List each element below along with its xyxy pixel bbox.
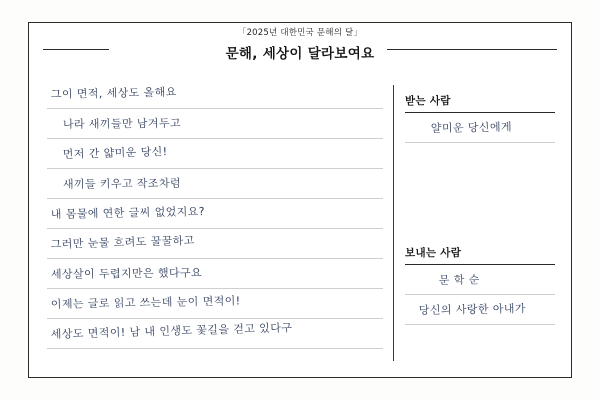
sender-field xyxy=(405,245,555,325)
sender-value: 당신의 사랑한 아내가 xyxy=(418,302,526,318)
addressing-column xyxy=(405,79,555,325)
recipient-line xyxy=(405,113,555,143)
body-line xyxy=(47,259,383,289)
body-line-text: 세상살이 두렵지만은 했다구요 xyxy=(50,266,203,282)
body-line xyxy=(47,199,383,229)
body-line xyxy=(47,319,383,349)
body-line-text: 세상도 면적이! 남 내 인생도 꽃길을 걷고 있다구 xyxy=(50,321,293,342)
body-line-text: 그이 면적, 세상도 올해요 xyxy=(50,85,177,102)
page-title: 문해, 세상이 달라보여요 xyxy=(225,46,375,62)
sender-label: 보내는 사람 xyxy=(405,247,462,259)
recipient-value: 얄미운 당신에게 xyxy=(430,120,513,136)
body-line xyxy=(47,79,383,109)
recipient-line-rule xyxy=(405,142,555,143)
column-divider xyxy=(393,85,394,361)
body-line xyxy=(47,139,383,169)
body-line-text: 나라 새끼들만 남겨두고 xyxy=(62,116,182,132)
recipient-label: 받는 사람 xyxy=(405,95,451,107)
letter-header xyxy=(29,23,571,75)
sender-name-value: 문 학 순 xyxy=(438,273,480,288)
body-line-text: 먼저 간 얇미운 당신! xyxy=(62,145,168,162)
sender-line xyxy=(405,295,555,325)
recipient-field xyxy=(405,93,555,173)
recipient-blank-line xyxy=(405,143,555,173)
body-line-text: 새끼들 키우고 작조차럼 xyxy=(62,176,182,192)
sender-line-rule xyxy=(405,324,555,325)
body-line xyxy=(47,169,383,199)
letter-sheet xyxy=(28,22,572,378)
body-line xyxy=(47,109,383,139)
body-line xyxy=(47,289,383,319)
sender-name-line xyxy=(405,265,555,295)
letter-body-area xyxy=(29,75,571,377)
body-line-text: 이제는 글로 읽고 쓰는데 눈이 면적이! xyxy=(50,294,241,312)
body-line-text: 내 몸물에 연한 글씨 없었지요? xyxy=(50,205,206,222)
body-line-rule xyxy=(47,348,383,349)
body-line xyxy=(47,229,383,259)
body-line-text: 그러만 눈물 흐려도 꿀꿀하고 xyxy=(50,233,195,252)
campaign-label: 「2025년 대한민국 문해의 달」 xyxy=(237,28,363,38)
handwritten-body xyxy=(47,79,383,349)
header-text-block xyxy=(29,27,571,62)
